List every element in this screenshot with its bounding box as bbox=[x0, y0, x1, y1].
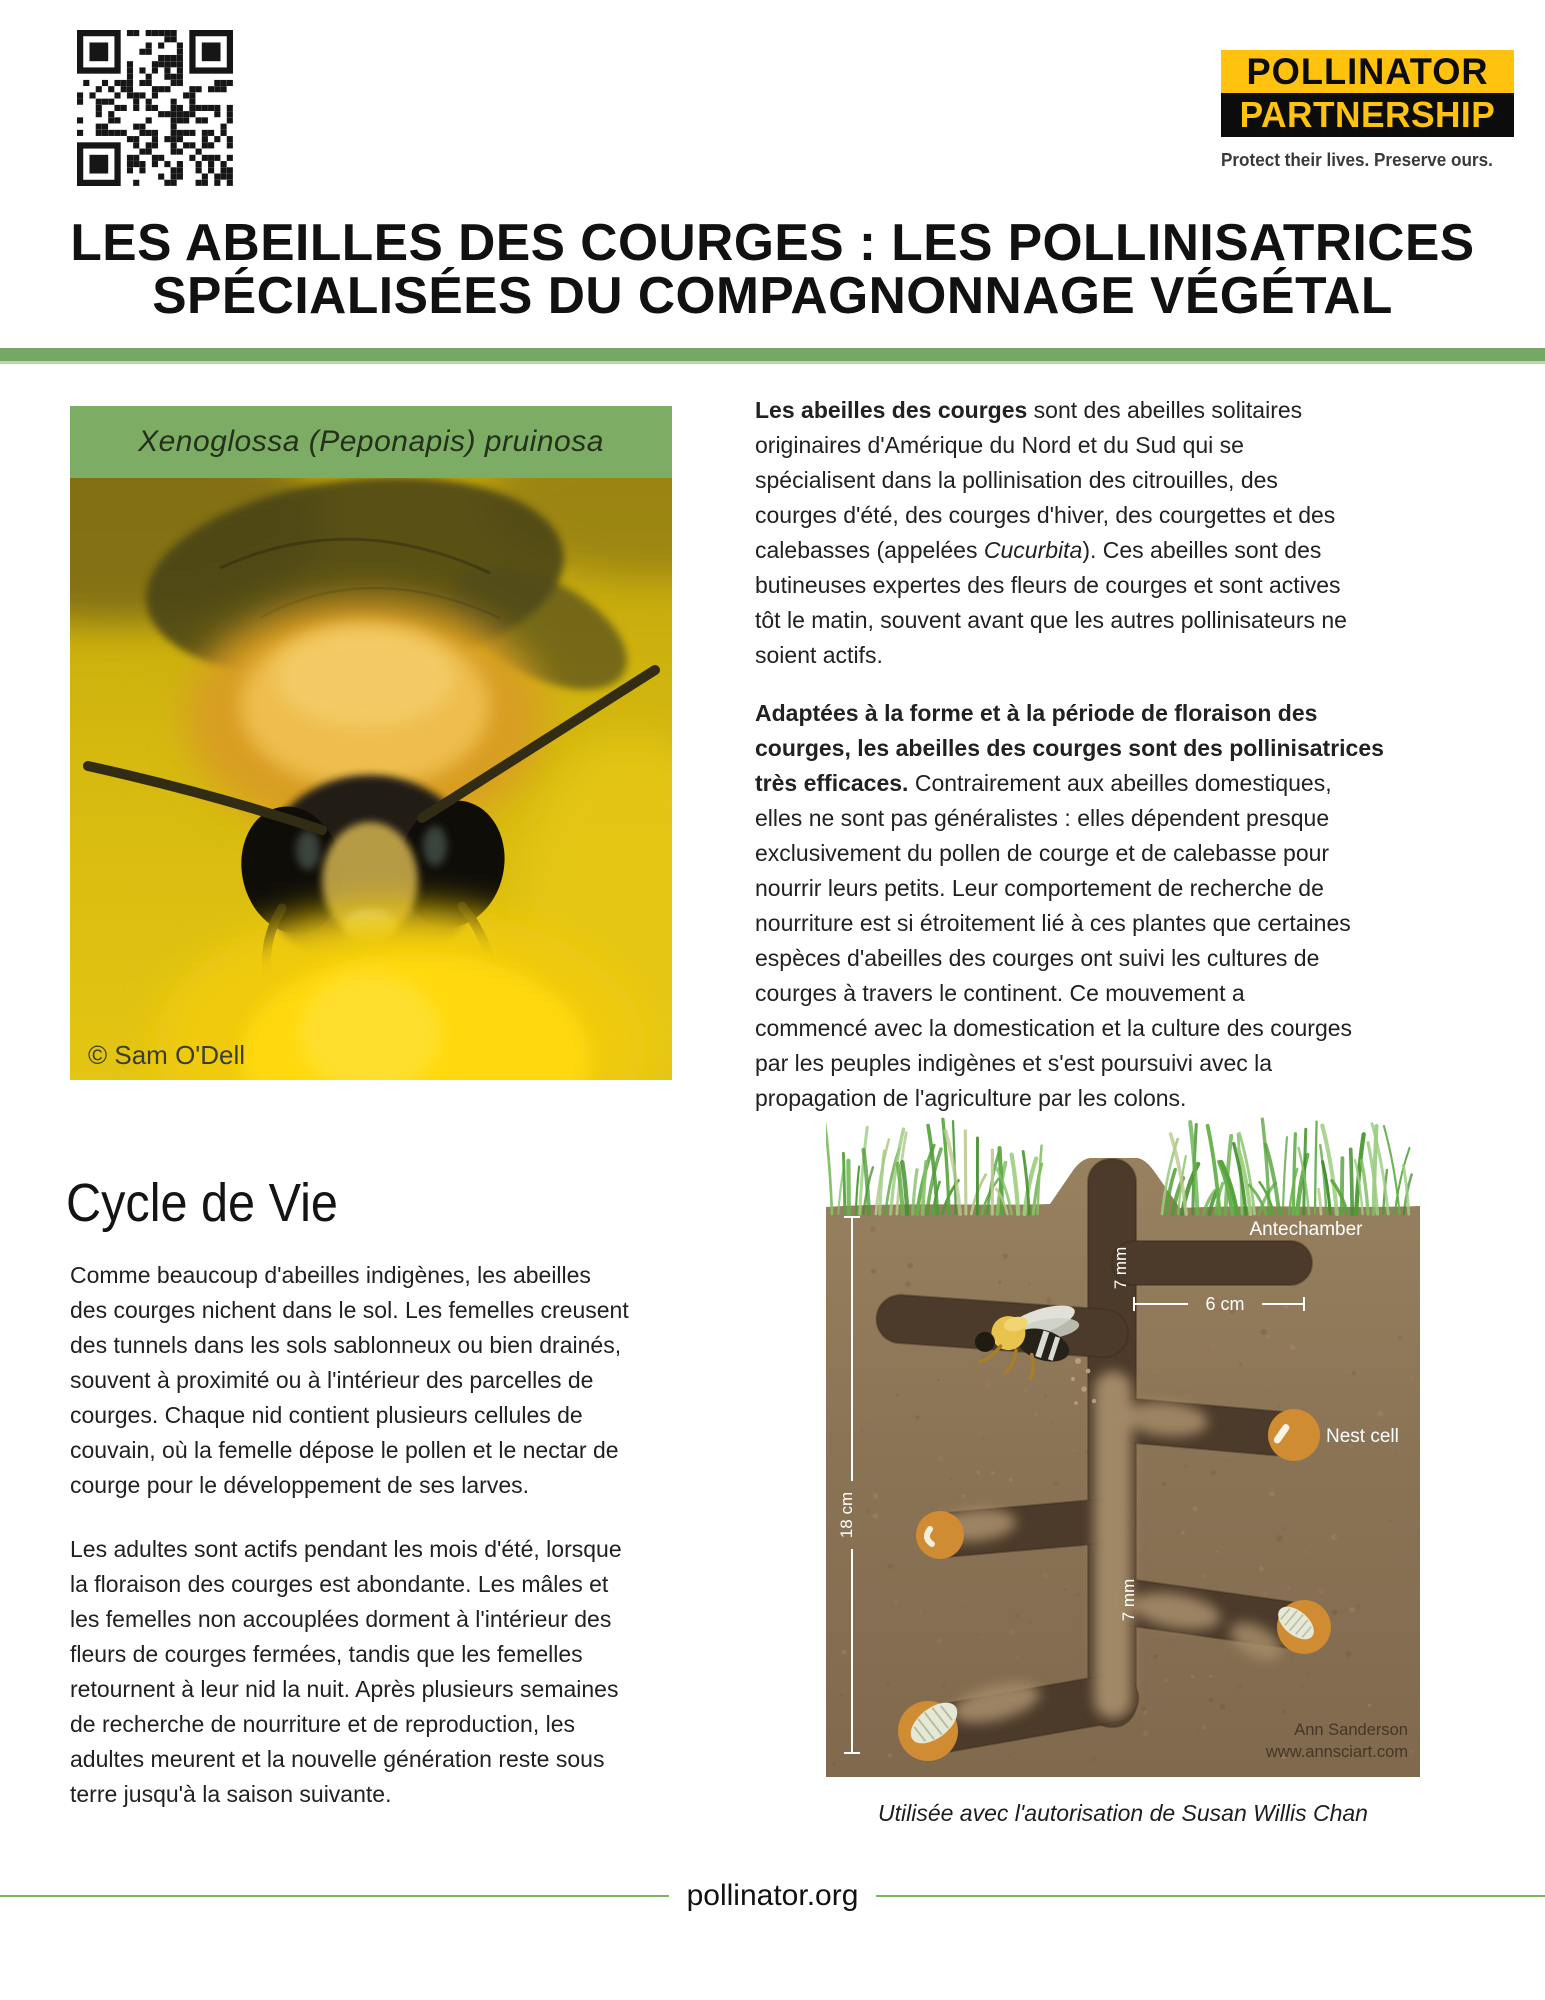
label-7mm-bottom: 7 mm bbox=[1119, 1578, 1138, 1622]
footer bbox=[0, 1874, 1545, 1918]
label-6cm: 6 cm bbox=[1205, 1294, 1245, 1314]
intro-paragraph-1: Les abeilles des courges sont des abeilles solitaires originaires d'Amérique du Nord et du Sud qui se spécialisent dans la pollinisation des citrouilles, des courges d'été, des courges d'hiver, des courgettes et des calebasses (appelées Cucurbita). Ces abeilles sont des butineuses expertes des fleurs de courges et sont actives tôt le matin, souvent avant que les autres pollinisateurs ne soient actifs. bbox=[755, 397, 1347, 668]
page-title-line2: SPÉCIALISÉES DU COMPAGNONNAGE VÉGÉTAL bbox=[152, 267, 1393, 325]
illustrator-credit-line1: Ann Sanderson bbox=[1294, 1721, 1408, 1739]
qr-code bbox=[77, 30, 233, 186]
photo-credit: © Sam O'Dell bbox=[88, 1040, 246, 1070]
label-antechamber: Antechamber bbox=[1249, 1219, 1363, 1240]
logo-tagline: Protect their lives. Preserve ours. bbox=[1221, 150, 1493, 170]
qr-code-graphic bbox=[77, 30, 233, 186]
nest-diagram bbox=[826, 1113, 1420, 1777]
label-18cm: 18 cm bbox=[837, 1491, 856, 1539]
footer-rule-right bbox=[876, 1895, 1545, 1897]
pollinator-partnership-logo bbox=[1221, 50, 1514, 171]
logo-line1: POLLINATOR bbox=[1246, 50, 1489, 92]
page-title-line1: LES ABEILLES DES COURGES : LES POLLINISATRICES bbox=[70, 214, 1475, 272]
bee-photo-figure bbox=[70, 406, 672, 1080]
lifecycle-paragraph-1: Comme beaucoup d'abeilles indigènes, les abeilles des courges nichent dans le sol. Les femelles creusent des tunnels dans les sols sablonneux ou bien drainés, souvent à proximité ou à l'intérieur des parcelles de courges. Chaque nid contient plusieurs cellules de couvain, où la femelle dépose le pollen et le nectar de courge pour le développement de ses larves. bbox=[70, 1262, 629, 1498]
green-divider-bar bbox=[0, 348, 1545, 364]
diagram-caption: Utilisée avec l'autorisation de Susan Willis Chan bbox=[878, 1800, 1368, 1826]
page-title bbox=[0, 214, 1545, 325]
logo-pollinator-box bbox=[1221, 50, 1514, 93]
intro-paragraph-2: Adaptées à la forme et à la période de floraison des courges, les abeilles des courges sont des pollinisatrices très efficaces. Contrairement aux abeilles domestiques, elles ne sont pas généralistes : elles dépendent presque exclusivement du pollen de courge et de calebasse pour nourrir leurs petits. Leur comportement de recherche de nourriture est si étroitement lié à ces plantes que certaines espèces d'abeilles des courges ont suivi les cultures de courges à travers le continent. Ce mouvement a commencé avec la domestication et la culture des courges par les peuples indigènes et s'est poursuivi avec la propagation de l'agriculture par les colons. bbox=[755, 700, 1384, 1111]
species-name: Xenoglossa (Peponapis) pruinosa bbox=[138, 425, 604, 458]
logo-partnership-box bbox=[1221, 93, 1514, 137]
nest-diagram-illustration bbox=[826, 1113, 1420, 1777]
footer-rule-left bbox=[0, 1895, 669, 1897]
section-heading-cycle-de-vie: Cycle de Vie bbox=[66, 1173, 338, 1233]
lifecycle-paragraph-2: Les adultes sont actifs pendant les mois d'été, lorsque la floraison des courges est abondante. Les mâles et les femelles non accouplées dorment à l'intérieur des fleurs de courges fermées, tandis que les femelles retournent à leur nid la nuit. Après plusieurs semaines de recherche de nourriture et de reproduction, les adultes meurent et la nouvelle génération reste sous terre jusqu'à la saison suivante. bbox=[70, 1536, 622, 1807]
squash-bee-photo bbox=[70, 478, 672, 1080]
species-name-bar bbox=[70, 406, 672, 478]
illustrator-credit-line2: www.annsciart.com bbox=[1265, 1743, 1408, 1761]
label-nest-cell: Nest cell bbox=[1326, 1426, 1399, 1447]
footer-url[interactable]: pollinator.org bbox=[686, 1879, 859, 1912]
logo-line2: PARTNERSHIP bbox=[1239, 94, 1496, 135]
label-7mm-top: 7 mm bbox=[1111, 1246, 1130, 1290]
